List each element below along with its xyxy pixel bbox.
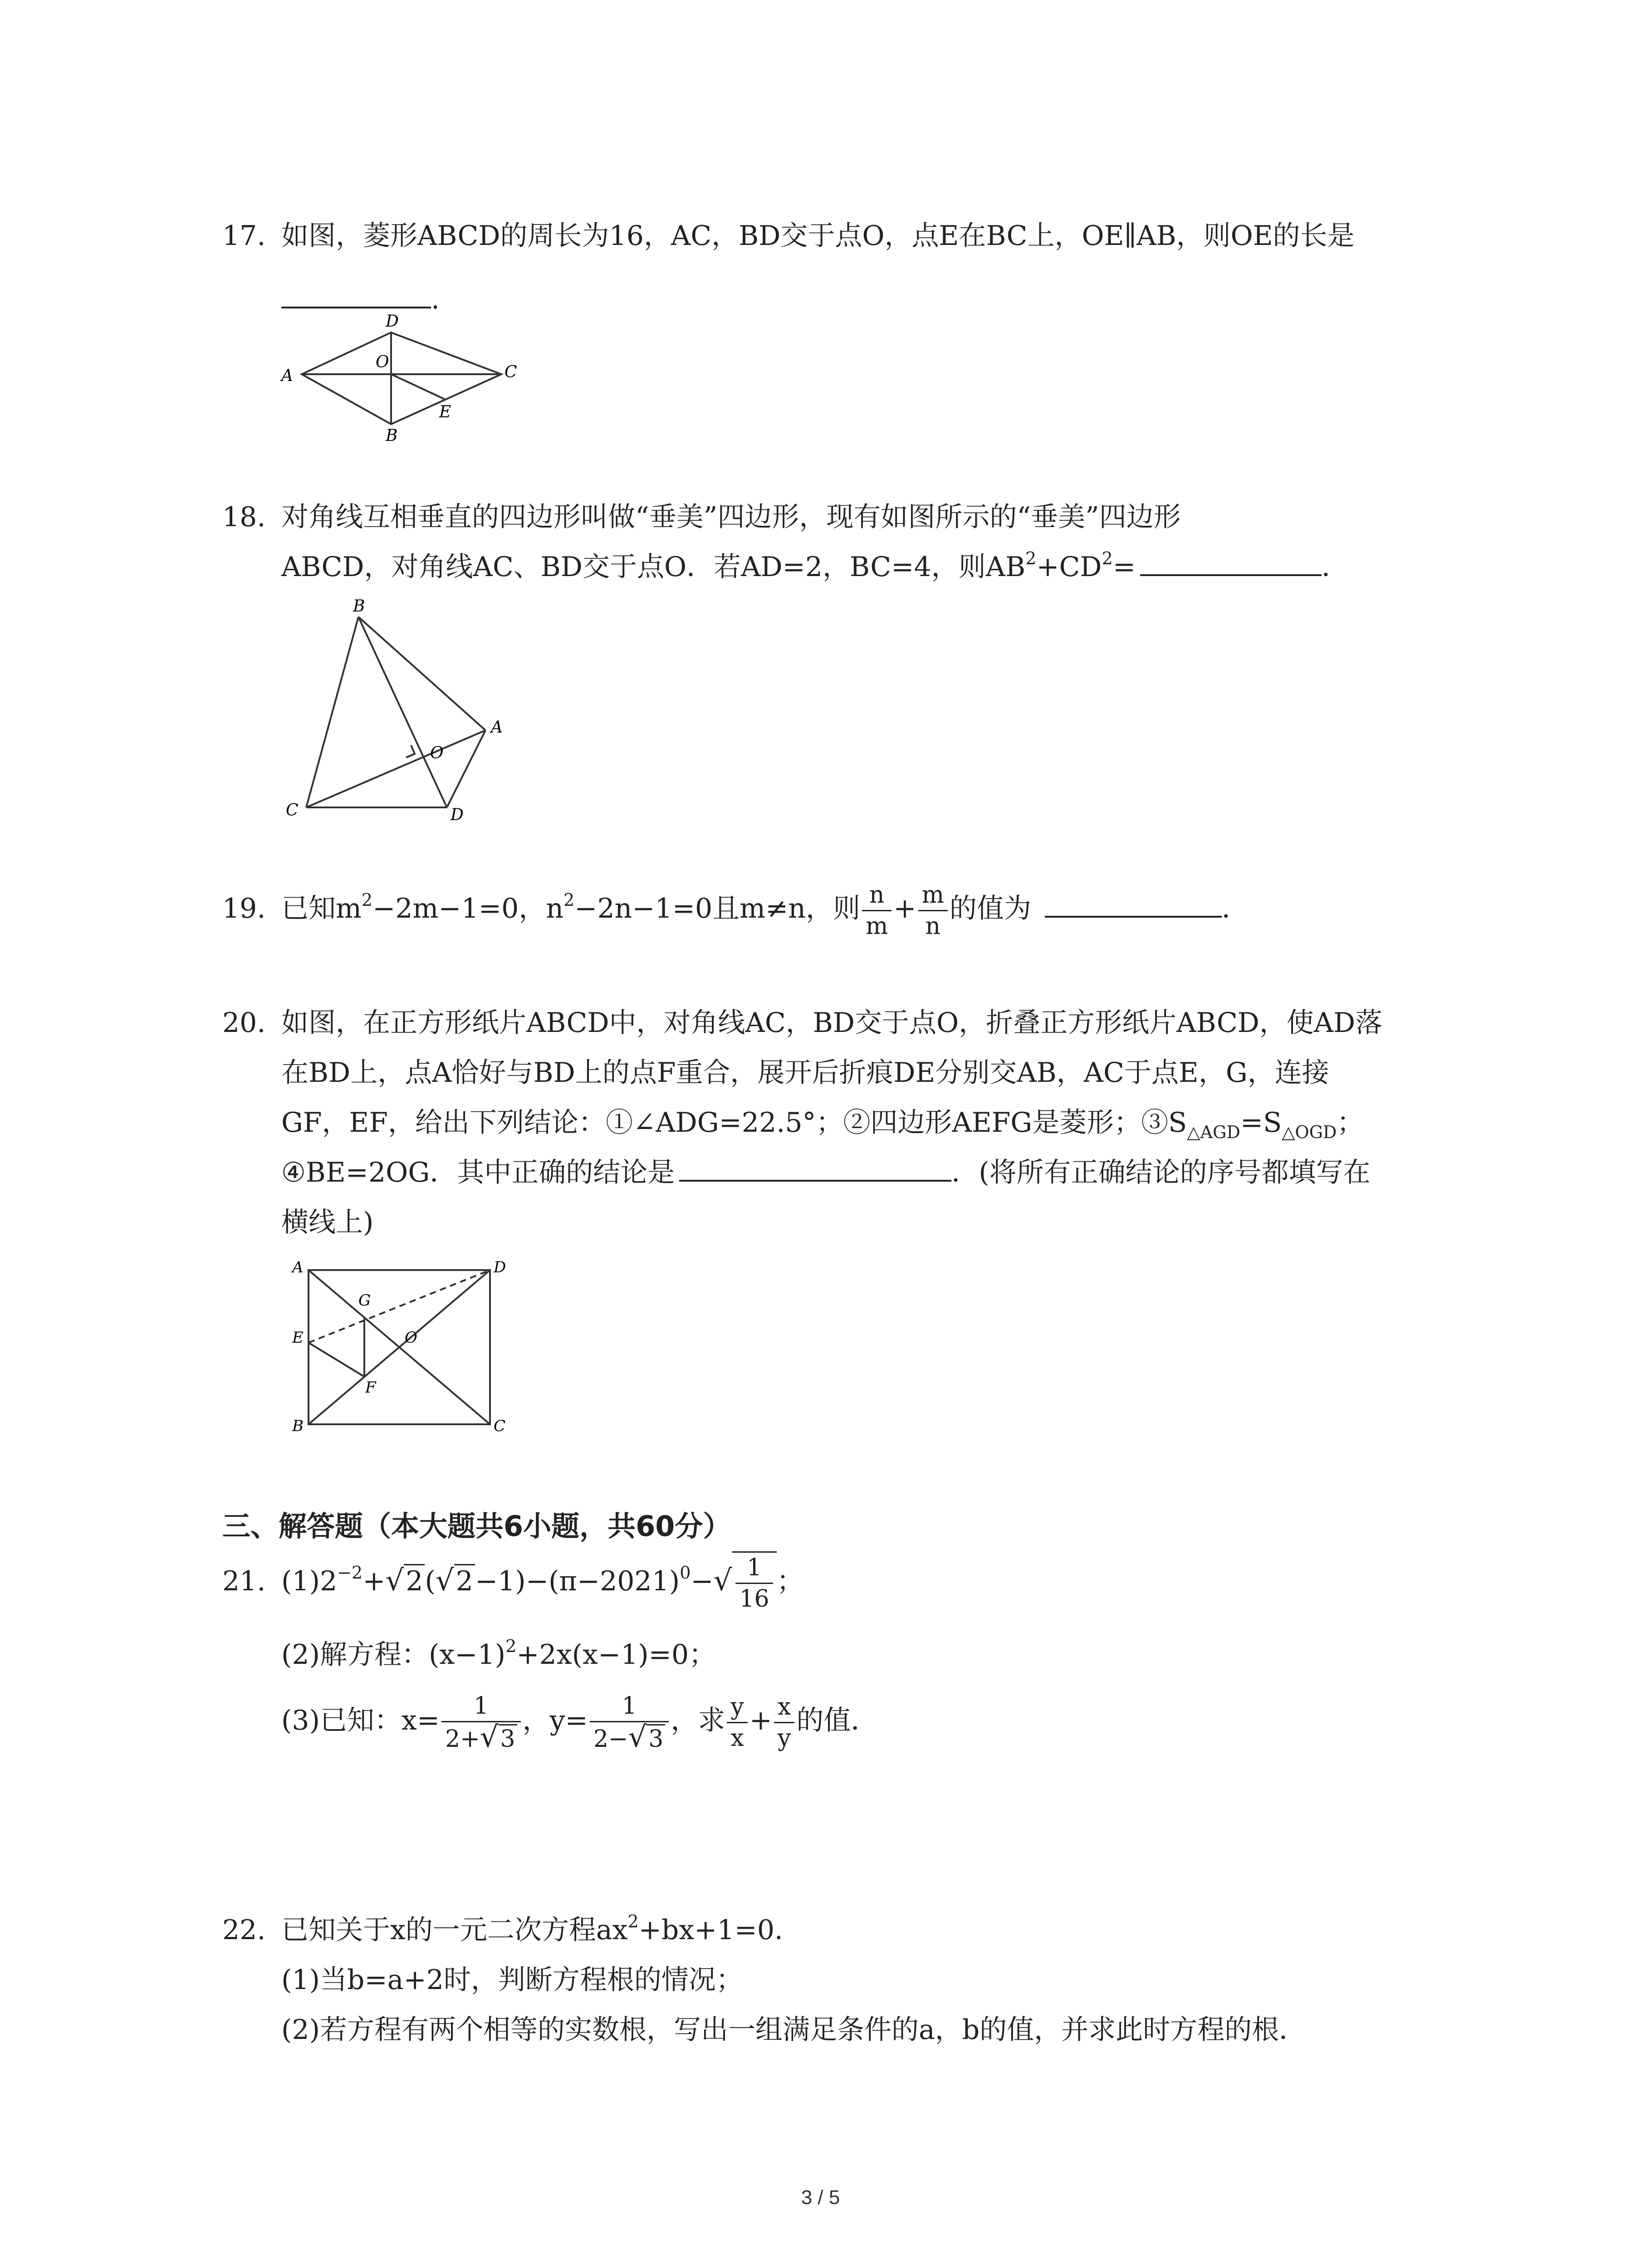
operator: +: [749, 1705, 773, 1737]
numerator: 1: [590, 1691, 669, 1722]
operator: +: [362, 1565, 386, 1598]
punctuation: ；: [776, 1565, 804, 1598]
section-heading: 三、解答题（本大题共6小题，共60分）: [222, 1510, 731, 1543]
question-text: ，求: [671, 1705, 725, 1737]
label-A: A: [491, 718, 503, 737]
denominator-text: 2−: [593, 1725, 628, 1753]
operator: +: [893, 893, 916, 925]
question-text: −1)−(π−2021): [475, 1565, 680, 1598]
square-root: √2: [385, 1558, 425, 1604]
label-O: O: [376, 353, 389, 371]
square-root: √3: [480, 1722, 517, 1754]
question-19: [222, 880, 1249, 941]
question-text: =: [1112, 551, 1136, 583]
answer-blank[interactable]: [281, 279, 431, 308]
question-number: 21.: [222, 1565, 266, 1598]
label-A: A: [281, 367, 293, 385]
denominator: 16: [739, 1585, 769, 1613]
question-text: (2)若方程有两个相等的实数根，写出一组满足条件的a，b的值，并求此时方程的根．: [281, 2014, 1307, 2046]
figure-20-square: [290, 1252, 508, 1442]
numerator: n: [862, 880, 892, 911]
square-root: √2: [436, 1558, 475, 1604]
question-text: +bx+1=0．: [638, 1914, 802, 1946]
label-E: E: [439, 403, 451, 421]
numerator: 1: [735, 1553, 773, 1584]
denominator: [590, 1722, 669, 1754]
page-number: 3 / 5: [801, 2186, 840, 2209]
fraction: [590, 1691, 669, 1754]
punctuation: ．: [1322, 551, 1349, 583]
numerator: y: [727, 1692, 747, 1723]
label-D: D: [451, 806, 464, 824]
fraction: [774, 1692, 794, 1753]
question-text: 已知m: [281, 893, 362, 925]
label-C: C: [505, 363, 517, 381]
question-20: [222, 998, 1382, 1247]
denominator: m: [865, 913, 888, 940]
subscript: △OGD: [1282, 1122, 1337, 1142]
question-number: 19.: [222, 893, 266, 925]
radicand: 2: [454, 1564, 475, 1597]
answer-blank[interactable]: [679, 1153, 951, 1182]
question-number: 18.: [222, 501, 266, 533]
question-21: [222, 1551, 878, 1754]
label-G: G: [358, 1291, 371, 1310]
question-text: ．(将所有正确结论的序号都填写在: [951, 1157, 1371, 1188]
question-17: [222, 213, 1355, 322]
question-text: +2x(x−1)=0；: [516, 1639, 716, 1671]
question-number: 17.: [222, 220, 266, 252]
question-text: 如图，菱形ABCD的周长为16，AC，BD交于点O，点E在BC上，OE∥AB，则OE的长是: [281, 220, 1355, 252]
superscript: 2: [505, 1636, 517, 1656]
label-B: B: [386, 426, 398, 445]
question-text: (: [425, 1565, 436, 1598]
question-number: 22.: [222, 1914, 266, 1946]
superscript: 2: [361, 890, 373, 910]
denominator: n: [925, 913, 941, 940]
question-18: [222, 494, 1349, 590]
label-D: D: [494, 1258, 506, 1276]
superscript: 2: [1102, 548, 1113, 568]
square-root: √3: [628, 1722, 665, 1754]
denominator: [441, 1722, 521, 1754]
radicand: 3: [499, 1724, 517, 1753]
question-text: (1)当b=a+2时，判断方程根的情况；: [281, 1964, 743, 1996]
answer-blank[interactable]: [1045, 889, 1222, 918]
superscript: 2: [627, 1911, 639, 1931]
figure-18-quadrilateral: [272, 594, 526, 830]
question-text: −2n−1=0且m≠n，则: [574, 893, 860, 925]
label-O: O: [430, 744, 444, 763]
answer-blank[interactable]: [1140, 547, 1322, 576]
question-text: ④BE=2OG．其中正确的结论是: [281, 1157, 675, 1188]
square-root: √ $\frac{1}{16}$: [714, 1551, 777, 1614]
question-text: 已知关于x的一元二次方程ax: [281, 1914, 628, 1946]
question-text: (1)2: [281, 1565, 338, 1598]
question-text: (2)解方程：(x−1): [281, 1639, 506, 1671]
label-E: E: [292, 1329, 304, 1347]
question-text: 的值．: [796, 1705, 878, 1737]
punctuation: ；: [1337, 1107, 1364, 1139]
label-C: C: [286, 801, 299, 820]
fraction: [727, 1692, 747, 1753]
denominator: x: [730, 1725, 744, 1752]
subscript: △AGD: [1187, 1122, 1240, 1142]
operator: −: [691, 1565, 714, 1598]
numerator: x: [774, 1692, 794, 1723]
fraction: [735, 1553, 773, 1614]
figure-17-rhombus: [272, 308, 526, 445]
question-text: −2m−1=0，n: [372, 893, 563, 925]
question-text: (3)已知：x=: [281, 1705, 440, 1737]
numerator: m: [918, 880, 948, 911]
radicand: 2: [404, 1564, 425, 1597]
question-text: 横线上): [281, 1207, 374, 1238]
question-number: 20.: [222, 1007, 266, 1039]
radicand: 3: [647, 1724, 665, 1753]
fraction: [441, 1691, 521, 1754]
question-text: 在BD上，点A恰好与BD上的点F重合，展开后折痕DE分别交AB，AC于点E，G，连接: [281, 1057, 1329, 1089]
question-text: GF，EF，给出下列结论：①∠ADG=22.5°；②四边形AEFG是菱形；③S: [281, 1107, 1187, 1139]
fraction: [918, 880, 948, 941]
label-O: O: [405, 1329, 417, 1347]
denominator-text: 2+: [445, 1725, 480, 1753]
denominator: y: [778, 1725, 791, 1752]
numerator: 1: [441, 1691, 521, 1722]
punctuation: .: [431, 284, 440, 315]
label-A: A: [292, 1258, 304, 1276]
label-B: B: [292, 1417, 304, 1435]
superscript: 2: [1025, 548, 1037, 568]
question-text: 对角线互相垂直的四边形叫做“垂美”四边形，现有如图所示的“垂美”四边形: [281, 501, 1181, 533]
question-text: =S: [1240, 1107, 1282, 1139]
fraction: [862, 880, 892, 941]
question-text: ABCD，对角线AC、BD交于点O．若AD=2，BC=4，则AB: [281, 551, 1026, 583]
label-B: B: [353, 597, 365, 616]
question-text: 如图，在正方形纸片ABCD中，对角线AC，BD交于点O，折叠正方形纸片ABCD，使AD落: [281, 1007, 1383, 1039]
label-F: F: [365, 1378, 376, 1397]
superscript: 0: [680, 1563, 691, 1583]
question-text: ，y=: [522, 1705, 588, 1737]
punctuation: ．: [1221, 893, 1249, 925]
label-D: D: [386, 312, 399, 331]
label-C: C: [494, 1417, 506, 1435]
question-text: +CD: [1036, 551, 1102, 583]
question-22: [222, 1905, 1306, 2055]
superscript: −2: [337, 1563, 363, 1583]
superscript: 2: [563, 890, 575, 910]
question-text: 的值为: [949, 893, 1031, 925]
